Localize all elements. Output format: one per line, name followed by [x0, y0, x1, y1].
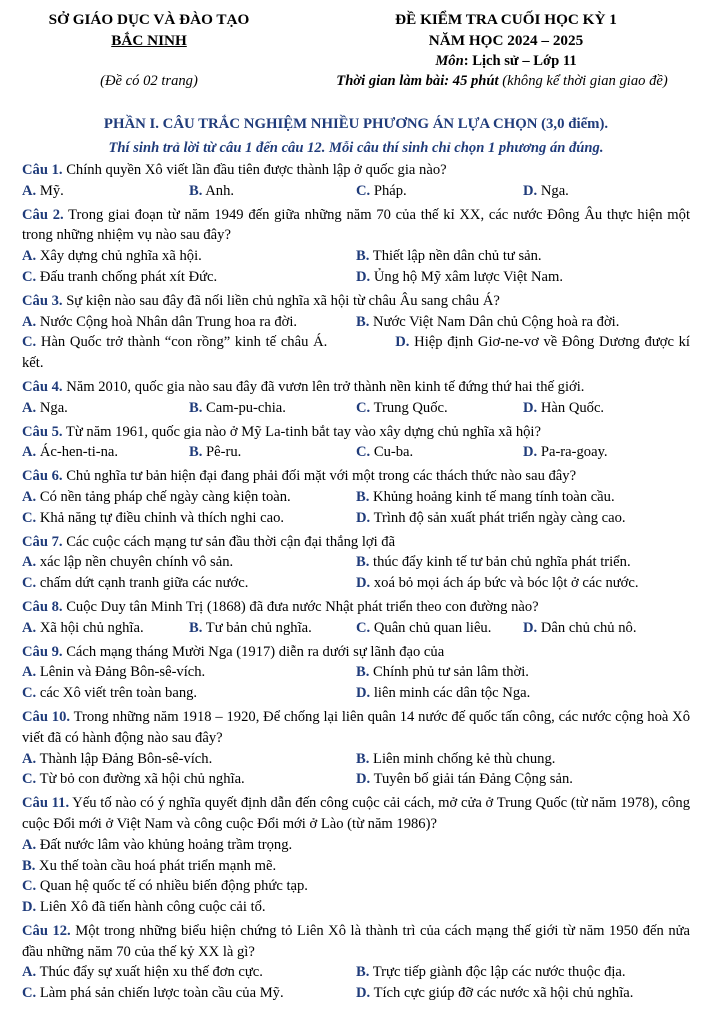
answer-option[interactable] [22, 267, 356, 288]
option-text: Quân chủ quan liêu. [370, 619, 492, 636]
option-letter: B. [189, 619, 203, 636]
question-stem [22, 422, 690, 443]
part-title: PHẦN I. CÂU TRẮC NGHIỆM NHIỀU PHƯƠNG ÁN LỰA CHỌN (3,0 điểm). [103, 116, 609, 132]
answer-option[interactable] [356, 552, 690, 573]
province-name [14, 31, 284, 52]
option-letter: C. [22, 509, 37, 526]
answer-option[interactable] [523, 442, 690, 463]
question-block [22, 291, 690, 377]
question-block [22, 160, 690, 205]
option-letter: C. [22, 575, 37, 592]
school-year: NĂM HỌC 2024 – 2025 [428, 32, 584, 49]
answer-option[interactable] [22, 312, 356, 333]
option-row [22, 618, 690, 639]
option-text: Thúc đẩy sự xuất hiện xu thế đơn cực. [36, 964, 263, 981]
option-text: Hàn Quốc. [537, 399, 605, 416]
option-text: Liên minh chống kẻ thù chung. [369, 750, 556, 767]
province-label: BẮC NINH [111, 32, 187, 49]
answer-option[interactable] [189, 181, 356, 202]
option-text: Nga. [537, 182, 569, 199]
option-text: Khủng hoảng kinh tế mang tính toàn cầu. [369, 488, 615, 505]
option-letter: A. [22, 836, 37, 853]
option-letter: D. [356, 771, 371, 788]
question-block [22, 642, 690, 707]
part-instruction: Thí sinh trả lời từ câu 1 đến câu 12. Mỗi câu thí sinh chỉ chọn 1 phương án đúng. [108, 140, 604, 156]
option-letter: D. [356, 509, 371, 526]
answer-option[interactable] [22, 662, 356, 683]
option-letter: D. [356, 985, 371, 1002]
answer-option[interactable] [356, 983, 690, 1004]
answer-option[interactable] [22, 835, 690, 856]
question-number: Câu 2. [22, 206, 64, 223]
answer-option[interactable] [22, 552, 356, 573]
answer-option[interactable] [22, 508, 356, 529]
question-stem [22, 597, 690, 618]
option-row [22, 835, 690, 856]
answer-option[interactable] [22, 769, 356, 790]
answer-option[interactable] [356, 442, 523, 463]
option-text: Tuyên bố giải tán Đảng Cộng sản. [370, 771, 573, 788]
question-stem [22, 160, 690, 181]
option-text: Nước Việt Nam Dân chủ Cộng hoà ra đời. [369, 313, 620, 330]
option-letter: A. [22, 554, 37, 571]
answer-option[interactable] [22, 856, 690, 877]
question-number: Câu 12. [22, 922, 71, 939]
option-letter: D. [523, 619, 538, 636]
exam-title: ĐỀ KIỂM TRA CUỐI HỌC KỲ 1 [395, 11, 617, 28]
option-text: Có nền tảng pháp chế ngày càng kiện toàn. [36, 488, 291, 505]
option-text: Chính phủ tư sản lâm thời. [369, 664, 529, 681]
question-text: Các cuộc cách mạng tư sản đầu thời cận đại thắng lợi đã [62, 533, 396, 550]
option-letter: D. [22, 899, 37, 916]
question-number: Câu 8. [22, 598, 63, 615]
option-letter: B. [189, 399, 203, 416]
option-row [22, 246, 690, 267]
option-letter: D. [356, 685, 371, 702]
question-text: Yếu tố nào có ý nghĩa quyết định dẫn đến công cuộc cải cách, mở cửa ở Trung Quốc (từ năm 1978), công cuộc Đổi mới ở Việt Nam và công cuộc Đổi mới ở Lào (từ năm 1986)? [22, 795, 690, 832]
option-text: Làm phá sản chiến lược toàn cầu của Mỹ. [36, 985, 284, 1002]
answer-option[interactable] [189, 618, 356, 639]
question-gap [22, 1004, 690, 1007]
question-number: Câu 5. [22, 423, 63, 440]
option-text: Tư bản chủ nghĩa. [202, 619, 312, 636]
question-block [22, 466, 690, 531]
option-letter: A. [22, 750, 37, 767]
option-letter: A. [22, 964, 37, 981]
option-text: Pê-ru. [202, 444, 242, 461]
option-text: Đất nước lâm vào khủng hoảng trầm trọng. [36, 836, 293, 853]
question-stem [22, 291, 690, 312]
option-text: Nga. [36, 399, 68, 416]
answer-option[interactable] [356, 246, 690, 267]
question-stem [22, 466, 690, 487]
option-letter: A. [22, 444, 37, 461]
option-letter: B. [189, 182, 203, 199]
question-block [22, 532, 690, 597]
question-text: Trong những năm 1918 – 1920, Để chống lại liên quân 14 nước đế quốc tấn công, các nước cộng hoà Xô viết đã có hành động nào sau đây? [22, 708, 690, 746]
option-row [22, 332, 690, 374]
answer-option[interactable] [22, 962, 356, 983]
answer-option[interactable] [356, 312, 690, 333]
option-letter: A. [22, 619, 37, 636]
answer-option[interactable] [22, 398, 189, 419]
option-text: Ủng hộ Mỹ xâm lược Việt Nam. [370, 268, 564, 285]
option-letter: A. [22, 313, 37, 330]
answer-option[interactable] [22, 897, 690, 918]
question-stem [22, 532, 690, 553]
answer-option[interactable] [22, 876, 690, 897]
question-number: Câu 7. [22, 533, 63, 550]
subject-line [300, 51, 712, 72]
question-block [22, 707, 690, 793]
option-row [22, 749, 690, 770]
question-stem [22, 642, 690, 663]
option-text: Thiết lập nền dân chủ tư sản. [369, 248, 542, 265]
answer-option[interactable] [22, 181, 189, 202]
answer-option[interactable] [523, 181, 690, 202]
question-number: Câu 1. [22, 162, 63, 178]
question-stem [22, 921, 690, 963]
subject-label: Môn [435, 53, 464, 69]
answer-option[interactable] [22, 442, 189, 463]
time-line [296, 71, 708, 92]
option-row [22, 267, 690, 288]
answer-option[interactable] [356, 683, 690, 704]
option-letter: B. [189, 444, 203, 461]
time-label: Thời gian làm bài: 45 phút [336, 73, 499, 89]
question-stem [22, 205, 690, 247]
option-text: xác lập nền chuyên chính vô sản. [36, 554, 234, 571]
option-text: Khả năng tự điều chỉnh và thích nghi cao. [36, 509, 285, 526]
option-letter: D. [395, 334, 410, 351]
answer-option[interactable] [22, 573, 356, 594]
option-row [22, 856, 690, 877]
page-count-note: (Đề có 02 trang) [100, 73, 198, 89]
answer-option[interactable] [356, 662, 690, 683]
option-text: Lênin và Đảng Bôn-sê-vích. [36, 664, 206, 681]
option-text: Liên Xô đã tiến hành công cuộc cải tổ. [36, 899, 266, 916]
option-row [22, 962, 690, 983]
option-letter: B. [22, 857, 36, 874]
option-letter: A. [22, 248, 37, 265]
answer-option[interactable] [356, 749, 690, 770]
question-stem [22, 377, 690, 398]
option-text: Tích cực giúp đỡ các nước xã hội chủ nghĩa. [370, 985, 634, 1002]
question-text: Chính quyền Xô viết lần đầu tiên được thành lập ở quốc gia nào? [62, 162, 447, 178]
option-text: chấm dứt cạnh tranh giữa các nước. [36, 575, 249, 592]
question-number: Câu 11. [22, 795, 70, 812]
option-letter: A. [22, 664, 37, 681]
question-number: Câu 10. [22, 708, 71, 725]
option-row [22, 181, 690, 202]
option-text: liên minh các dân tộc Nga. [370, 685, 531, 702]
question-number: Câu 6. [22, 468, 63, 485]
option-text: các Xô viết trên toàn bang. [36, 685, 198, 702]
question-number: Câu 3. [22, 292, 63, 309]
question-text: Một trong những biểu hiện chứng tỏ Liên Xô là thành trì của cách mạng thế giới từ năm 1950 đến nửa đầu những năm 70 của thế kỷ XX là gì? [22, 922, 690, 960]
option-letter: D. [523, 182, 538, 199]
option-text: Quan hệ quốc tế có nhiều biến động phức tạp. [36, 878, 308, 895]
answer-option[interactable] [523, 398, 690, 419]
question-block [22, 205, 690, 291]
answer-option[interactable] [356, 398, 523, 419]
option-text: Xu thế toàn cầu hoá phát triển mạnh mẽ. [35, 857, 277, 874]
option-text: Pa-ra-goay. [537, 444, 608, 461]
option-text: Nước Cộng hoà Nhân dân Trung hoa ra đời. [36, 313, 298, 330]
option-letter: D. [523, 444, 538, 461]
option-text: thúc đẩy kinh tế tư bản chủ nghĩa phát triển. [369, 554, 631, 571]
option-text: xoá bỏ mọi ách áp bức và bóc lột ở các nước. [370, 575, 639, 592]
question-text: Chủ nghĩa tư bản hiện đại đang phải đối mặt với một trong các thách thức nào sau đây? [62, 468, 577, 485]
question-block [22, 377, 690, 422]
option-letter: C. [22, 771, 37, 788]
option-letter: B. [356, 488, 370, 505]
option-text: Hiệp định Giơ-ne-vơ về Đông Dương được kí kết. [22, 334, 690, 372]
option-letter: B. [356, 664, 370, 681]
question-list [22, 160, 690, 1007]
exam-header [0, 10, 712, 90]
option-text: Từ bỏ con đường xã hội chủ nghĩa. [36, 771, 245, 788]
answer-option[interactable] [189, 398, 356, 419]
option-row [22, 983, 690, 1004]
question-block [22, 597, 690, 642]
option-letter: C. [22, 685, 37, 702]
department-name: SỞ GIÁO DỤC VÀ ĐÀO TẠO [48, 11, 250, 28]
option-text: Ác-hen-ti-na. [36, 444, 119, 461]
question-text: Trong giai đoạn từ năm 1949 đến giữa những năm 70 của thế kỉ XX, các nước Đông Âu thực hiện một trong những nhiệm vụ nào sau đây? [22, 206, 691, 244]
option-row [22, 312, 690, 333]
question-text: Năm 2010, quốc gia nào sau đây đã vươn lên trở thành nền kinh tế đứng thứ hai thế giới. [62, 378, 585, 395]
answer-option[interactable] [189, 442, 356, 463]
option-text: Dân chủ chủ nô. [537, 619, 637, 636]
question-number: Câu 4. [22, 378, 63, 395]
answer-option[interactable] [356, 962, 690, 983]
answer-option[interactable] [356, 508, 690, 529]
option-letter: C. [356, 399, 371, 416]
answer-option[interactable] [22, 334, 327, 350]
option-letter: C. [356, 619, 371, 636]
question-text: Từ năm 1961, quốc gia nào ở Mỹ La-tinh bắt tay vào xây dựng chủ nghĩa xã hội? [62, 423, 541, 440]
answer-option[interactable] [356, 769, 690, 790]
option-letter: A. [22, 182, 37, 199]
option-letter: C. [22, 985, 37, 1002]
answer-option[interactable] [22, 487, 356, 508]
answer-option[interactable] [22, 683, 356, 704]
option-text: Anh. [202, 182, 235, 199]
option-letter: C. [356, 182, 371, 199]
option-letter: C. [22, 268, 37, 285]
question-number: Câu 9. [22, 643, 63, 660]
option-text: Mỹ. [36, 182, 64, 199]
answer-option[interactable] [356, 267, 690, 288]
answer-option[interactable] [356, 618, 523, 639]
option-letter: B. [356, 554, 370, 571]
question-stem [22, 793, 690, 835]
answer-option[interactable] [356, 181, 523, 202]
option-row [22, 683, 690, 704]
option-letter: B. [356, 750, 370, 767]
option-row [22, 897, 690, 918]
option-text: Cam-pu-chia. [202, 399, 286, 416]
option-text: Xã hội chủ nghĩa. [36, 619, 144, 636]
option-letter: A. [22, 399, 37, 416]
option-text: Xây dựng chủ nghĩa xã hội. [36, 248, 202, 265]
option-row [22, 508, 690, 529]
option-text: Trung Quốc. [370, 399, 448, 416]
option-letter: D. [356, 575, 371, 592]
time-note: (không kể thời gian giao đề) [498, 73, 668, 89]
option-row [22, 662, 690, 683]
option-letter: B. [356, 248, 370, 265]
option-text: Hàn Quốc trở thành “con rồng” kinh tế châu Á. [36, 334, 328, 351]
question-block [22, 921, 690, 1007]
question-text: Sự kiện nào sau đây đã nối liền chủ nghĩa xã hội từ châu Âu sang châu Á? [62, 292, 500, 309]
option-row [22, 442, 690, 463]
question-block [22, 422, 690, 467]
option-text: Đấu tranh chống phát xít Đức. [36, 268, 218, 285]
option-letter: C. [22, 334, 37, 351]
question-block [22, 793, 690, 921]
option-row [22, 876, 690, 897]
option-letter: B. [356, 964, 370, 981]
option-row [22, 487, 690, 508]
answer-option[interactable] [22, 246, 356, 267]
option-letter: B. [356, 313, 370, 330]
answer-option[interactable] [356, 487, 690, 508]
answer-option[interactable] [523, 618, 690, 639]
option-row [22, 398, 690, 419]
option-letter: A. [22, 488, 37, 505]
option-text: Trình độ sản xuất phát triển ngày càng cao. [370, 509, 626, 526]
option-text: Trực tiếp giành độc lập các nước thuộc địa. [369, 964, 626, 981]
question-text: Cuộc Duy tân Minh Trị (1868) đã đưa nước Nhật phát triển theo con đường nào? [62, 598, 539, 615]
option-letter: D. [356, 268, 371, 285]
option-row [22, 573, 690, 594]
option-text: Pháp. [370, 182, 407, 199]
subject-value: : Lịch sử – Lớp 11 [463, 53, 577, 69]
question-stem [22, 707, 690, 749]
option-letter: C. [356, 444, 371, 461]
answer-option[interactable] [22, 983, 356, 1004]
option-row [22, 552, 690, 573]
option-letter: D. [523, 399, 538, 416]
answer-option[interactable] [22, 749, 356, 770]
option-row [22, 769, 690, 790]
option-letter: C. [22, 878, 37, 895]
option-text: Cu-ba. [370, 444, 414, 461]
answer-option[interactable] [356, 573, 690, 594]
answer-option[interactable] [22, 618, 189, 639]
question-text: Cách mạng tháng Mười Nga (1917) diễn ra dưới sự lãnh đạo của [62, 643, 445, 660]
option-text: Thành lập Đảng Bôn-sê-vích. [36, 750, 213, 767]
